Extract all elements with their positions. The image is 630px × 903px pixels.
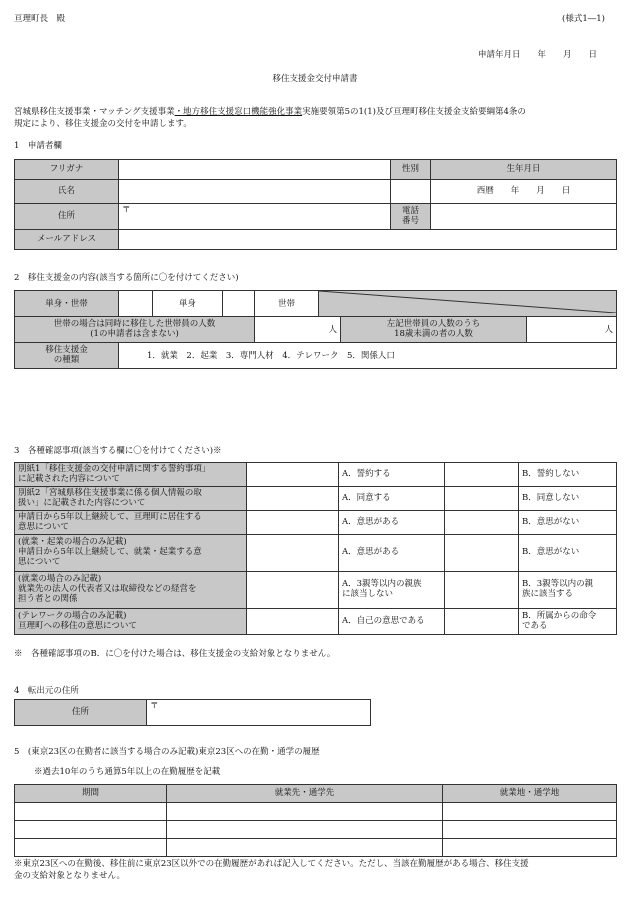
support-type-options[interactable]: 1．就業 2．起業 3．専門人材 4．テレワーク 5．関係人口 <box>119 343 617 369</box>
option-b[interactable]: B．意思がない <box>519 535 617 572</box>
option-a[interactable]: A．意思がある <box>339 535 445 572</box>
footnote-line2: 金の支給対象となりません。 <box>14 871 126 882</box>
furigana-label: フリガナ <box>15 160 119 180</box>
footnote-line1: ※東京23区への在勤後、移住前に東京23区以外での在勤履歴があれば記入してください。ただし、当該在勤履歴がある場合、移住支援 <box>14 859 529 869</box>
option-a[interactable]: A．誓約する <box>339 463 445 487</box>
previous-address-label: 住所 <box>15 700 147 726</box>
addressee: 亘理町長 殿 <box>14 14 66 24</box>
workplace-field[interactable] <box>167 839 443 857</box>
option-b[interactable]: B．3親等以内の親 族に該当する <box>519 572 617 609</box>
gender-field[interactable] <box>391 180 431 204</box>
option-b[interactable]: B．意思がない <box>519 511 617 535</box>
confirmation-row <box>15 511 617 535</box>
period-field[interactable] <box>15 821 167 839</box>
option-b[interactable]: B．同意しない <box>519 487 617 511</box>
birthdate-label: 生年月日 <box>431 160 617 180</box>
address-label: 住所 <box>15 204 119 230</box>
option-b-circle[interactable] <box>445 511 519 535</box>
period-field[interactable] <box>15 803 167 821</box>
option-a-circle[interactable] <box>247 487 339 511</box>
option-a[interactable]: A．意思がある <box>339 511 445 535</box>
option-b-circle[interactable] <box>445 572 519 609</box>
option-a[interactable]: A．自己の意思である <box>339 609 445 635</box>
confirmation-row <box>15 609 617 635</box>
single-option[interactable]: 単身 <box>153 291 223 317</box>
option-a[interactable]: A．同意する <box>339 487 445 511</box>
household-circle-2[interactable] <box>223 291 255 317</box>
confirmation-row <box>15 463 617 487</box>
section5-heading: 5 (東京23区の在勤者に該当する場合のみ記載)東京23区への在勤・通学の履歴 <box>14 747 320 757</box>
name-label: 氏名 <box>15 180 119 204</box>
work-location-field[interactable] <box>443 803 617 821</box>
intro-part1: 宮城県移住支援事業・マッチング支援事業 <box>14 107 175 117</box>
confirmation-label: (就業・起業の場合のみ記載) 申請日から5年以上継続して、就業・起業する意 思について <box>15 535 247 572</box>
family-count-field[interactable]: 人 <box>255 317 341 343</box>
confirmation-table <box>14 462 617 635</box>
support-type-label: 移住支援金 の種類 <box>15 343 119 369</box>
option-b-circle[interactable] <box>445 535 519 572</box>
confirmation-label: 申請日から5年以上継続して、亘理町に居住する 意思について <box>15 511 247 535</box>
section5-footnote <box>14 858 620 883</box>
work-location-header: 就業地・通学地 <box>443 785 617 803</box>
workplace-field[interactable] <box>167 803 443 821</box>
period-header: 期間 <box>15 785 167 803</box>
confirmation-label: (テレワークの場合のみ記載) 亘理町への移住の意思について <box>15 609 247 635</box>
option-a-circle[interactable] <box>247 463 339 487</box>
confirmation-row <box>15 535 617 572</box>
work-location-field[interactable] <box>443 821 617 839</box>
option-a-circle[interactable] <box>247 572 339 609</box>
page-title: 移住支援金交付申請書 <box>272 74 358 84</box>
tokyo-history-table <box>14 784 617 857</box>
previous-address-field[interactable]: 〒 <box>147 700 371 726</box>
previous-address-table <box>14 699 371 726</box>
confirmation-row <box>15 487 617 511</box>
birthdate-field[interactable]: 西暦 年 月 日 <box>431 180 617 204</box>
furigana-field[interactable] <box>119 160 391 180</box>
confirmation-rows <box>15 463 617 635</box>
household-type-label: 単身・世帯 <box>15 291 119 317</box>
confirmation-label: 別紙1「移住支援金の交付申請に関する誓約事項」 に記載された内容について <box>15 463 247 487</box>
section3-note: ※ 各種確認事項のB．に〇を付けた場合は、移住支援金の支給対象となりません。 <box>14 649 336 659</box>
option-b-circle[interactable] <box>445 463 519 487</box>
intro-text <box>14 106 620 131</box>
confirmation-label: 別紙2「宮城県移住支援事業に係る個人情報の取 扱い」に記載された内容について <box>15 487 247 511</box>
confirmation-label: (就業の場合のみ記載) 就業先の法人の代表者又は取締役などの経営を 担う者との関係 <box>15 572 247 609</box>
option-b-circle[interactable] <box>445 487 519 511</box>
section2-heading: 2 移住支援金の内容(該当する箇所に〇を付けてください) <box>14 273 239 283</box>
option-b-circle[interactable] <box>445 609 519 635</box>
under18-field[interactable]: 人 <box>527 317 617 343</box>
name-field[interactable] <box>119 180 391 204</box>
confirmation-row <box>15 572 617 609</box>
section1-heading: 1 申請者欄 <box>14 141 62 151</box>
email-field[interactable] <box>119 230 617 250</box>
workplace-field[interactable] <box>167 821 443 839</box>
under18-label: 左記世帯員の人数のうち 18歳未満の者の人数 <box>341 317 527 343</box>
intro-part2: ・地方移住支援窓口機能強化事業 <box>174 107 303 117</box>
applicant-table <box>14 159 617 250</box>
workplace-header: 就業先・通学先 <box>167 785 443 803</box>
phone-field[interactable] <box>431 204 617 230</box>
section3-heading: 3 各種確認事項(該当する欄に〇を付けてください)※ <box>14 446 222 456</box>
form-number: (様式1―1) <box>562 14 605 24</box>
option-a[interactable]: A．3親等以内の親族 に該当しない <box>339 572 445 609</box>
section5-subnote: ※過去10年のうち通算5年以上の在勤履歴を記載 <box>34 767 221 777</box>
option-b[interactable]: B．所属からの命令 である <box>519 609 617 635</box>
work-location-field[interactable] <box>443 839 617 857</box>
intro-part3: 実施要領第5の1(1)及び亘理町移住支援金支給要綱第4条の <box>302 107 526 117</box>
intro-line2: 規定により、移住支援金の交付を申請します。 <box>14 119 192 130</box>
household-circle-1[interactable] <box>119 291 153 317</box>
address-field[interactable]: 〒 <box>119 204 391 230</box>
option-b[interactable]: B．誓約しない <box>519 463 617 487</box>
option-a-circle[interactable] <box>247 535 339 572</box>
email-label: メールアドレス <box>15 230 119 250</box>
option-a-circle[interactable] <box>247 609 339 635</box>
period-field[interactable] <box>15 839 167 857</box>
application-date: 申請年月日 年 月 日 <box>478 50 598 60</box>
support-content-table <box>14 290 617 369</box>
section4-heading: 4 転出元の住所 <box>14 686 79 696</box>
diagonal-blank <box>319 291 617 317</box>
phone-label: 電話 番号 <box>391 204 431 230</box>
diagonal-line <box>319 291 616 313</box>
gender-label: 性別 <box>391 160 431 180</box>
family-count-label: 世帯の場合は同時に移住した世帯員の人数 (1の申請者は含まない) <box>15 317 255 343</box>
option-a-circle[interactable] <box>247 511 339 535</box>
family-option[interactable]: 世帯 <box>255 291 319 317</box>
